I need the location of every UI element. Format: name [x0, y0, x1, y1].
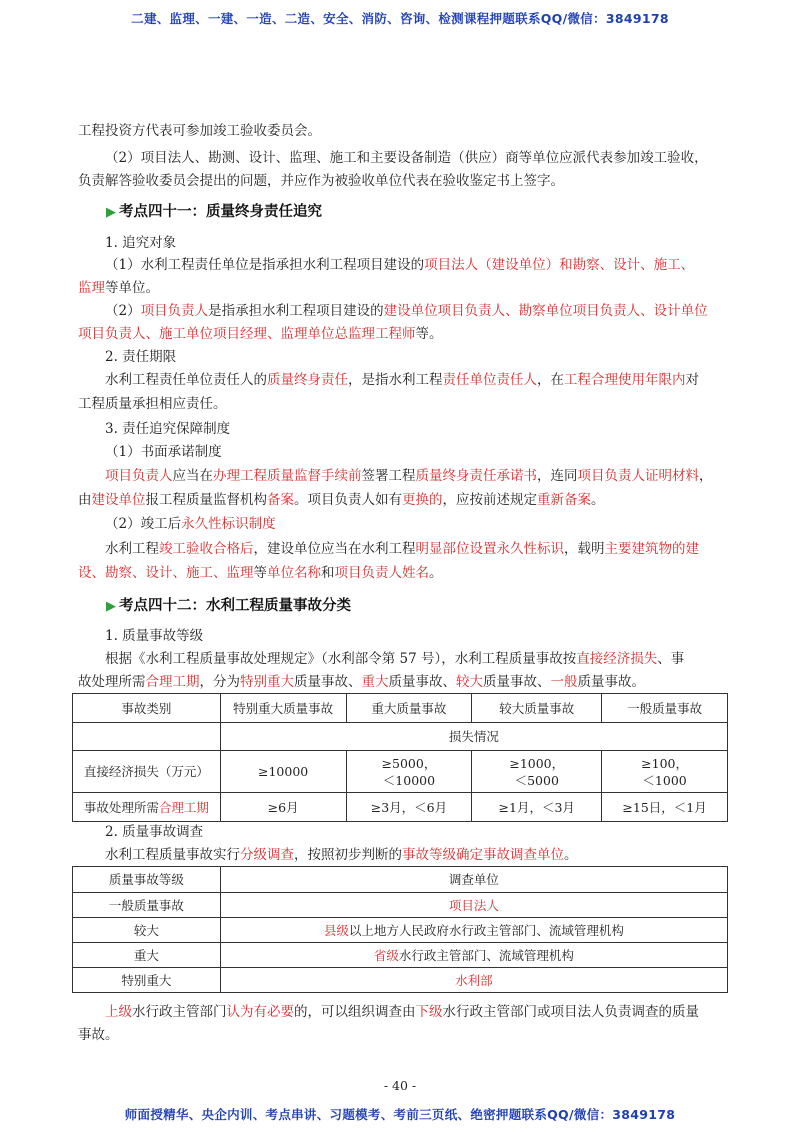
table-row-label: 较大	[73, 918, 221, 943]
subheading: 3. 责任追究保障制度	[105, 421, 231, 437]
paragraph: 设、勘察、设计、施工、监理等单位名称和项目负责人姓名。	[78, 565, 443, 581]
paragraph: 水利工程质量事故实行分级调查，按照初步判断的事故等级确定事故调查单位。	[105, 847, 578, 863]
section-heading-41: ▶ 考点四十一：质量终身责任追究	[106, 204, 322, 220]
table-row-label: 直接经济损失（万元）	[73, 751, 221, 793]
paragraph: 项目负责人、施工单位项目经理、监理单位总监理工程师等。	[78, 326, 443, 342]
table-cell: ≥100， ＜1000	[602, 751, 728, 793]
subheading: 1. 追究对象	[105, 235, 177, 251]
table-header-cell: 较大质量事故	[472, 694, 602, 723]
paragraph: 上级水行政主管部门认为有必要的，可以组织调查由下级水行政主管部门或项目法人负责调查的质量	[105, 1004, 699, 1020]
table-row-label: 事故处理所需合理工期	[73, 793, 221, 822]
table-cell: 项目法人	[220, 893, 727, 918]
table-cell: ≥1月，＜3月	[472, 793, 602, 822]
paragraph: （2）项目法人、勘测、设计、监理、施工和主要设备制造（供应）商等单位应派代表参加竣工验收，	[105, 150, 708, 166]
table-cell: ≥5000， ＜10000	[346, 751, 472, 793]
table-header-cell: 质量事故等级	[73, 867, 221, 893]
table-cell: ≥1000， ＜5000	[472, 751, 602, 793]
table-header-cell: 重大质量事故	[346, 694, 472, 723]
paragraph: 水利工程竣工验收合格后，建设单位应当在水利工程明显部位设置永久性标识，载明主要建筑物的建	[105, 541, 699, 557]
paragraph: 由建设单位报工程质量监督机构备案。项目负责人如有更换的，应按前述规定重新备案。	[78, 492, 605, 508]
paragraph: 故处理所需合理工期，分为特别重大质量事故、重大质量事故、较大质量事故、一般质量事故。	[78, 674, 645, 690]
page-number: - 40 -	[383, 1078, 417, 1093]
table-cell: 县级以上地方人民政府水行政主管部门、流域管理机构	[220, 918, 727, 943]
table-cell: 省级水行政主管部门、流域管理机构	[220, 943, 727, 968]
table-header-cell: 一般质量事故	[602, 694, 728, 723]
table-cell: ≥10000	[220, 751, 346, 793]
paragraph: 根据《水利工程质量事故处理规定》（水利部令第 57 号），水利工程质量事故按直接经济损失、事	[105, 651, 685, 667]
paragraph: 项目负责人应当在办理工程质量监督手续前签署工程质量终身责任承诺书，连同项目负责人证明材料，	[105, 468, 713, 484]
section-heading-42: ▶ 考点四十二：水利工程质量事故分类	[106, 598, 351, 614]
paragraph: 水利工程责任单位责任人的质量终身责任，是指水利工程责任单位责任人，在工程合理使用年限内对	[105, 372, 699, 388]
table-row-label: 一般质量事故	[73, 893, 221, 918]
table-cell: 水利部	[220, 968, 727, 993]
paragraph: 工程质量承担相应责任。	[78, 396, 227, 412]
paragraph: （2）项目负责人是指承担水利工程项目建设的建设单位项目负责人、勘察单位项目负责人、设计单位	[105, 303, 708, 319]
subheading: 2. 责任期限	[105, 349, 177, 365]
page-footer-banner: 师面授精华、央企内训、考点串讲、习题模考、考前三页纸、绝密押题联系QQ/微信：3849178	[124, 1107, 676, 1122]
table-cell: ≥3月，＜6月	[346, 793, 472, 822]
subheading: 2. 质量事故调查	[105, 824, 204, 840]
paragraph: （1）水利工程责任单位是指承担水利工程项目建设的项目法人（建设单位）和勘察、设计、施工、	[105, 257, 695, 273]
paragraph: 事故。	[78, 1027, 119, 1043]
triangle-bullet-icon: ▶	[106, 205, 116, 220]
paragraph: 监理等单位。	[78, 280, 159, 296]
table-row-label: 重大	[73, 943, 221, 968]
table-cell: ≥15日，＜1月	[602, 793, 728, 822]
table-header-cell: 事故类别	[73, 694, 221, 723]
table-header-cell: 特别重大质量事故	[220, 694, 346, 723]
subheading: （1）书面承诺制度	[105, 444, 222, 460]
table-header-cell: 调查单位	[220, 867, 727, 893]
subheading: 1. 质量事故等级	[105, 628, 204, 644]
table-cell: ≥6月	[220, 793, 346, 822]
loss-caption: 损失情况	[220, 723, 727, 751]
investigation-table	[72, 866, 728, 993]
table-row-label: 特别重大	[73, 968, 221, 993]
accident-level-table	[72, 693, 728, 822]
paragraph: 工程投资方代表可参加竣工验收委员会。	[78, 123, 321, 139]
subheading: （2）竣工后永久性标识制度	[105, 516, 276, 532]
table-row-label	[73, 723, 221, 751]
triangle-bullet-icon: ▶	[106, 599, 116, 614]
paragraph: 负责解答验收委员会提出的问题，并应作为被验收单位代表在验收鉴定书上签字。	[78, 173, 564, 189]
page-header-banner: 二建、监理、一建、一造、二造、安全、消防、咨询、检测课程押题联系QQ/微信：3849178	[131, 11, 669, 26]
